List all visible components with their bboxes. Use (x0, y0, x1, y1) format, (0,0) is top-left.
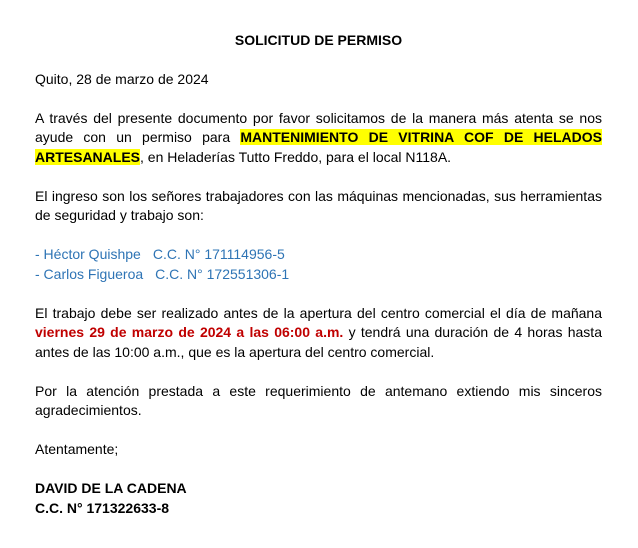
request-intro: A través del presente documento por favor solicitamos de la manera más atenta se nos ayude con un permiso para (35, 109, 602, 145)
thanks-paragraph: Por la atención prestada a este requerimiento de antemano extiendo mis sinceros agradecimientos. (35, 382, 602, 418)
worker-name: - Carlos Figueroa (35, 265, 144, 282)
schedule-highlight: viernes 29 de marzo de 2024 a las 06:00 a.m. (35, 324, 344, 340)
worker-item (35, 265, 602, 285)
place-date: Quito, 28 de marzo de 2024 (35, 70, 209, 87)
workers-list (35, 245, 602, 284)
signer-name: DAVID DE LA CADENA (35, 480, 187, 496)
request-paragraph (35, 109, 602, 168)
worker-id: C.C. N° 171114956-5 (152, 246, 285, 262)
workers-intro: El ingreso son los señores trabajadores con las máquinas mencionadas, sus herramientas de seguridad y trabajo son: (35, 187, 602, 223)
signer-id: C.C. N° 171322633-8 (35, 499, 170, 516)
worker-id: C.C. N° 172551306-1 (155, 265, 290, 282)
schedule-paragraph (35, 304, 602, 363)
worker-item (35, 245, 602, 265)
request-outro: , en Heladerías Tutto Freddo, para el local N118A. (140, 148, 452, 165)
schedule-outro: y tendrá una duración de 4 horas hasta antes de las 10:00 a.m., que es la apertura del centro comercial. (35, 324, 602, 360)
closing: Atentamente; (35, 441, 119, 457)
letter-page (35, 31, 602, 518)
schedule-intro: El trabajo debe ser realizado antes de la apertura del centro comercial el día de mañana (35, 304, 602, 321)
request-highlight: MANTENIMIENTO DE VITRINA COF DE HELADOS ARTESANALES (35, 129, 602, 165)
document-title: SOLICITUD DE PERMISO (234, 32, 403, 48)
worker-name: - Héctor Quishpe (35, 246, 141, 262)
